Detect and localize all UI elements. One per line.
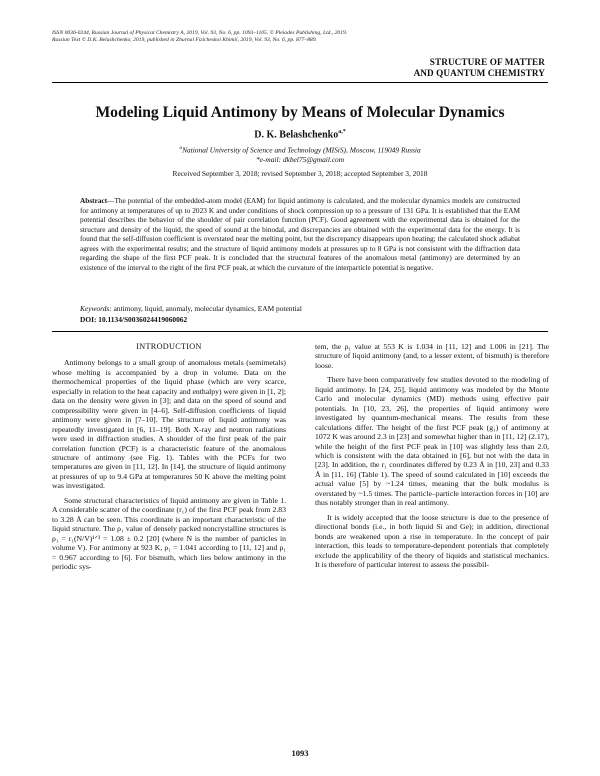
left-column	[52, 342, 286, 576]
journal-citation-line: ISSN 0036-0244, Russian Journal of Physical Chemistry A, 2019, Vol. 93, No. 6, pp. 1093–1105. © Pleiades Publishing, Ltd., 2019.	[52, 30, 348, 36]
received-dates: Received September 3, 2018; revised September 3, 2018; accepted September 3, 2018	[172, 169, 428, 178]
abstract	[80, 196, 520, 272]
doi-link[interactable]: 10.1134/S0036024419060062	[96, 315, 188, 324]
journal-section-heading	[414, 57, 545, 79]
body-paragraph: tem, the ρ₁ value at 553 K is 1.034 in [11, 12] and 1.006 in [21]. The structure of liquid antimony (and, to a lesser extent, of bismuth) is therefore loose.	[315, 342, 549, 370]
author-affiliation-mark: a,*	[338, 129, 346, 135]
article-title: Modeling Liquid Antimony by Means of Molecular Dynamics	[95, 104, 505, 121]
body-paragraph: It is widely accepted that the loose structure is due to the presence of directional bonds (i.e., in both liquid Si and Ge); in addition, directional bonds are weakened upon a rise in temperature. In the concept of pair interaction, this leads to temperature-dependent potentials that completely exclude the applicability of the theory of liquids and statistical mechanics. It is therefore of particular interest to assess the possibil-	[315, 512, 549, 569]
author-affiliation	[0, 144, 600, 165]
journal-header	[52, 30, 347, 45]
section-line-1: STRUCTURE OF MATTER	[429, 57, 545, 67]
section-line-2: AND QUANTUM CHEMISTRY	[413, 68, 545, 78]
body-paragraph: Some structural characteristics of liquid antimony are given in Table 1. A considerable scatter of the coordinate (r₁) of the first PCF peak from 2.83 to 3.28 Å can be seen. This coordinate is an important characteristic of the liquid structure. The ρ₁ value of densely packed noncrystalline structures is ρ₁ = r₁(N/V)¹ᐟ³ = 1.08 ± 0.2 [20] (where N is the number of particles in volume V). For antimony at 923 K, ρ₁ = 1.041 according to [11, 12] and ρ₁ = 0.967 according to [6]. For bismuth, which lies below antimony in the periodic sys-	[52, 495, 286, 571]
affiliation-text: National University of Science and Technology (MISiS), Moscow, 119049 Russia	[182, 145, 421, 155]
doi-label: DOI:	[80, 315, 97, 324]
abstract-divider	[52, 331, 548, 332]
article-authors	[0, 129, 600, 140]
section-divider	[52, 82, 548, 83]
abstract-label: Abstract	[80, 196, 108, 205]
abstract-text: —The potential of the embedded-atom model (EAM) for liquid antimony is calculated, and the molecular dynamics models are constructed for antimony at temperatures of up to 2023 K and under conditions of shock compression up to a pressure of 131 GPa. It is established that the EAM potential describes the behavior of the shoulder of pair correlation function (PCF). Good agreement with the experimental data is obtained for the structure and density of the liquid, the speed of sound at the binodal, and discrepancies are obtained with the experimental data for the energy. It is found that the self-diffusion coefficient is overstated near the melting point, but the discrepancy disappears upon heating; the calculated shock adiabat agrees with the experimental results; and the structure of liquid antimony models at pressures up to 8 GPa is not consistent with the diffraction data regarding the shape of the first PCF peak. It is concluded that the structural features of the anomalous metal (antimony) are determined by an existence of the interval to the right of the first PCF peak, at which the curvature of the interparticle potential is negative.	[80, 196, 520, 272]
section-heading-introduction: INTRODUCTION	[136, 342, 202, 351]
page-number: 1093	[291, 748, 309, 758]
affiliation-mark: a	[179, 145, 183, 151]
keywords-text: antimony, liquid, anomaly, molecular dynamics, EAM potential	[111, 304, 302, 313]
author-email: *e-mail: dkbel75@gmail.com	[255, 155, 345, 165]
keywords-label: Keywords:	[80, 304, 112, 313]
body-paragraph: There have been comparatively few studies devoted to the modeling of liquid antimony. In [24, 25], liquid antimony was modeled by the Monte Carlo and molecular dynamics (MD) methods using effective pair potentials. In [10, 23, 26], the properties of liquid antimony were investigated by quantum-mechanical means. The results from these calculations differ. The height of the first PCF peak (g₁) of antimony at 1072 K was around 2.3 in [23] and somewhat higher than in [11, 12] (2.17), while the height of the first PCF peak in [10] was slightly less than 2.0, which is consistent with the data obtained in [6], but not with the data in [23]. In addition, the r₁ coordinates differed by 0.23 Å in [10, 23] and 0.33 Å in [11, 16] (Table 1). The speed of sound calculated in [10] exceeds the actual value [5] by ~1.24 times, meaning that the bulk modulus is overstated by ~1.5 times. The particle–particle interaction forces in [10] are thus notably stronger than in real antimony.	[315, 375, 549, 508]
author-name: D. K. Belashchenko	[254, 129, 339, 141]
right-column	[315, 342, 549, 574]
translation-credit-line: Russian Text © D.K. Belashchenko, 2019, published in Zhurnal Fizicheskoi Khimii, 2019, Vol. 93, No. 6, pp. 877–889.	[52, 37, 317, 44]
keywords-block	[80, 303, 520, 325]
body-paragraph: Antimony belongs to a small group of anomalous metals (semimetals) whose melting is accompanied by a drop in volume. Data on the thermochemical properties of the liquid phase (which are very scarce, especially in relation to the heat capacity and enthalpy) were given in [1, 2]; data on the density were given in [3]; and data on the speed of sound and compressibility were given in [4–6]. Self-diffusion coefficients of liquid antimony were given in [7–10]. The structure of liquid antimony was repeatedly investigated in [6, 11–19]. Both X-ray and neutron radiations were used in diffraction studies. A shoulder of the first peak of the pair correlation function (PCF) is a characteristic feature of the anomalous structure of antimony (see Fig. 1). Tables with the PCFs for two temperatures are given in [11, 12]. In [14], the structure of liquid antimony at pressures of up to 9.4 GPa at temperatures 50 K above the melting point was investigated.	[52, 358, 286, 491]
